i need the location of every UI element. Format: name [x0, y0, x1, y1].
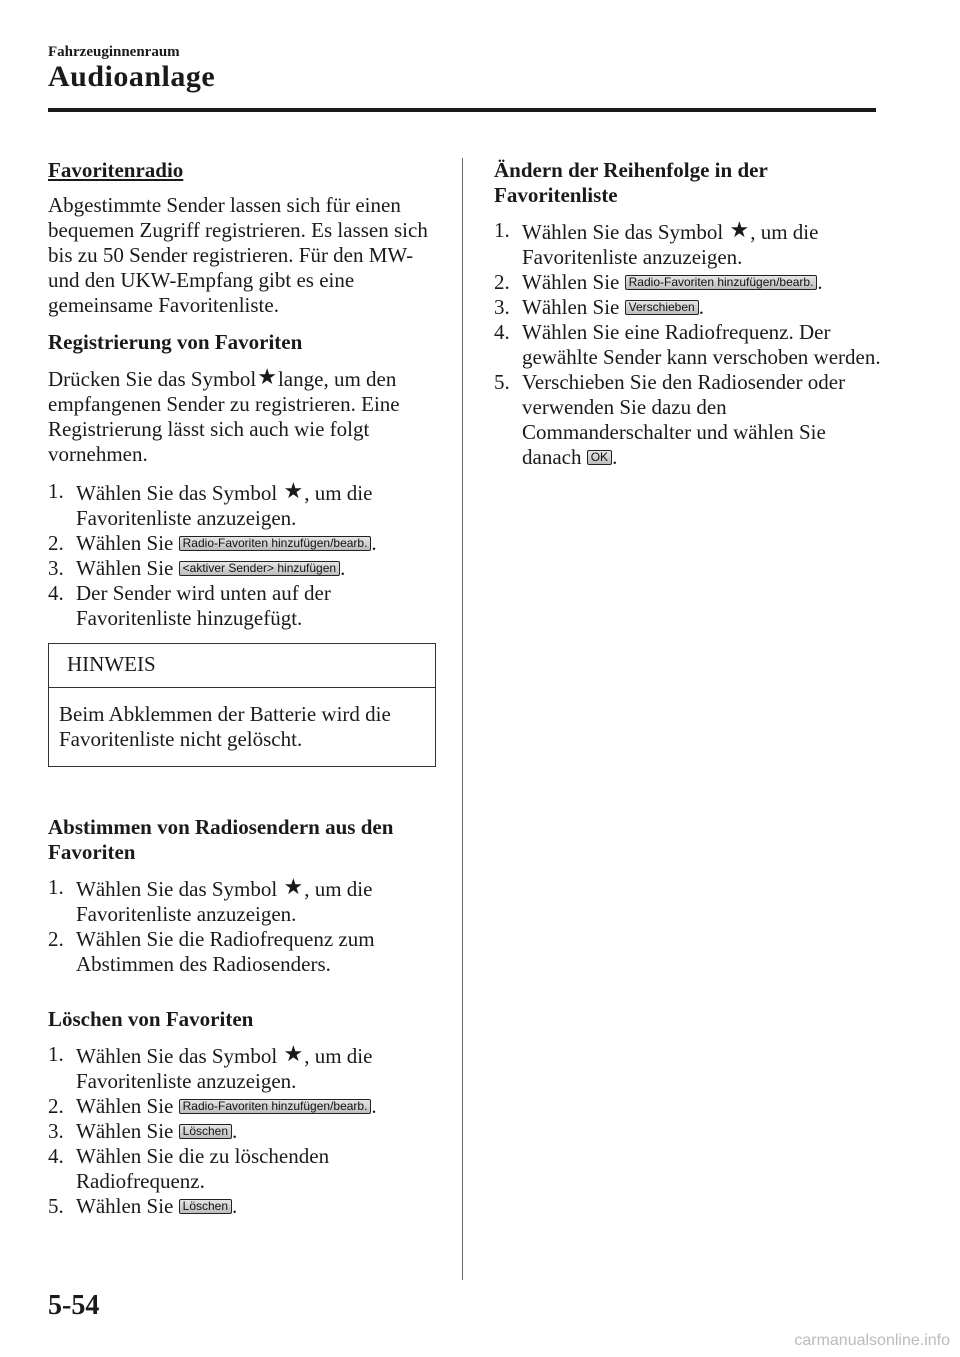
star-icon: ★: [257, 365, 277, 390]
star-icon: ★: [729, 218, 750, 243]
list-item: 3. Wählen Sie Verschieben .: [494, 295, 704, 319]
list-item: 3. Wählen Sie Löschen .: [48, 1119, 238, 1143]
list-item: 5. Verschieben Sie den Radiosender oder verwenden Sie dazu den Commanderschalter und wählen Sie danach OK .: [494, 370, 846, 469]
tune-steps: [48, 875, 438, 977]
note-body: Beim Abklemmen der Batterie wird die Favoritenliste nicht gelöscht.: [59, 702, 391, 751]
delete-steps: [48, 1042, 438, 1219]
right-column: [494, 158, 884, 478]
list-item: 1. Wählen Sie das Symbol ★, um die Favoritenliste anzuzeigen.: [494, 218, 819, 269]
delete-heading: Löschen von Favoriten: [48, 1007, 254, 1031]
move-button[interactable]: Verschieben: [625, 300, 699, 315]
section-label: Fahrzeuginnenraum: [48, 44, 180, 60]
add-active-station-button[interactable]: <aktiver Sender> hinzufügen: [179, 561, 340, 576]
ok-button[interactable]: OK: [587, 450, 612, 465]
page-title: Audioanlage: [48, 60, 216, 93]
list-item: 1. Wählen Sie das Symbol ★, um die Favoritenliste anzuzeigen.: [48, 479, 373, 530]
registration-heading: Registrierung von Favoriten: [48, 330, 303, 354]
favorites-heading: Favoritenradio: [48, 158, 184, 182]
star-icon: ★: [283, 1042, 304, 1067]
list-item: 3. Wählen Sie <aktiver Sender> hinzufügen .: [48, 556, 346, 580]
list-item: 4. Wählen Sie die zu löschenden Radiofrequenz.: [48, 1144, 330, 1193]
list-item: 5. Wählen Sie Löschen .: [48, 1194, 238, 1218]
star-icon: ★: [283, 875, 304, 900]
registration-intro: Drücken Sie das Symbol★lange, um den empfangenen Sender zu registrieren. Eine Registrierung lässt sich auch wie folgt vornehmen.: [48, 365, 400, 466]
list-item: 2. Wählen Sie Radio-Favoriten hinzufügen/bearb. .: [48, 1094, 377, 1118]
watermark: carmanualsonline.info: [794, 1332, 950, 1349]
list-item: 2. Wählen Sie Radio-Favoriten hinzufügen/bearb. .: [48, 531, 377, 555]
tune-heading: Abstimmen von Radiosendern aus den Favoriten: [48, 815, 394, 864]
list-item: 1. Wählen Sie das Symbol ★, um die Favoritenliste anzuzeigen.: [48, 875, 373, 926]
delete-button[interactable]: Löschen: [179, 1124, 232, 1139]
favorites-intro: Abgestimmte Sender lassen sich für einen bequemen Zugriff registrieren. Es lassen sich bis zu 50 Sender registrieren. Für den MW- und den UKW-Empfang gibt es eine gemeinsame Favoritenliste.: [48, 193, 428, 317]
radio-favorites-edit-button[interactable]: Radio-Favoriten hinzufügen/bearb.: [179, 536, 372, 551]
left-column: [48, 158, 438, 1227]
list-item: 4. Wählen Sie eine Radiofrequenz. Der gewählte Sender kann verschoben werden.: [494, 320, 881, 369]
note-title: HINWEIS: [49, 644, 435, 688]
reorder-heading: Ändern der Reihenfolge in der Favoritenliste: [494, 158, 768, 207]
list-item: 2. Wählen Sie die Radiofrequenz zum Abstimmen des Radiosenders.: [48, 927, 375, 976]
reorder-steps: [494, 218, 884, 470]
list-item: 1. Wählen Sie das Symbol ★, um die Favoritenliste anzuzeigen.: [48, 1042, 373, 1093]
radio-favorites-edit-button[interactable]: Radio-Favoriten hinzufügen/bearb.: [179, 1099, 372, 1114]
radio-favorites-edit-button[interactable]: Radio-Favoriten hinzufügen/bearb.: [625, 275, 818, 290]
delete-button[interactable]: Löschen: [179, 1199, 232, 1214]
star-icon: ★: [283, 479, 304, 504]
list-item: 2. Wählen Sie Radio-Favoriten hinzufügen/bearb. .: [494, 270, 823, 294]
page-number: 5-54: [48, 1290, 100, 1321]
note-box: [48, 643, 436, 767]
list-item: 4. Der Sender wird unten auf der Favoritenliste hinzugefügt.: [48, 581, 331, 630]
header-rule: [48, 108, 876, 112]
column-divider: [462, 158, 463, 1280]
registration-steps: [48, 479, 438, 631]
